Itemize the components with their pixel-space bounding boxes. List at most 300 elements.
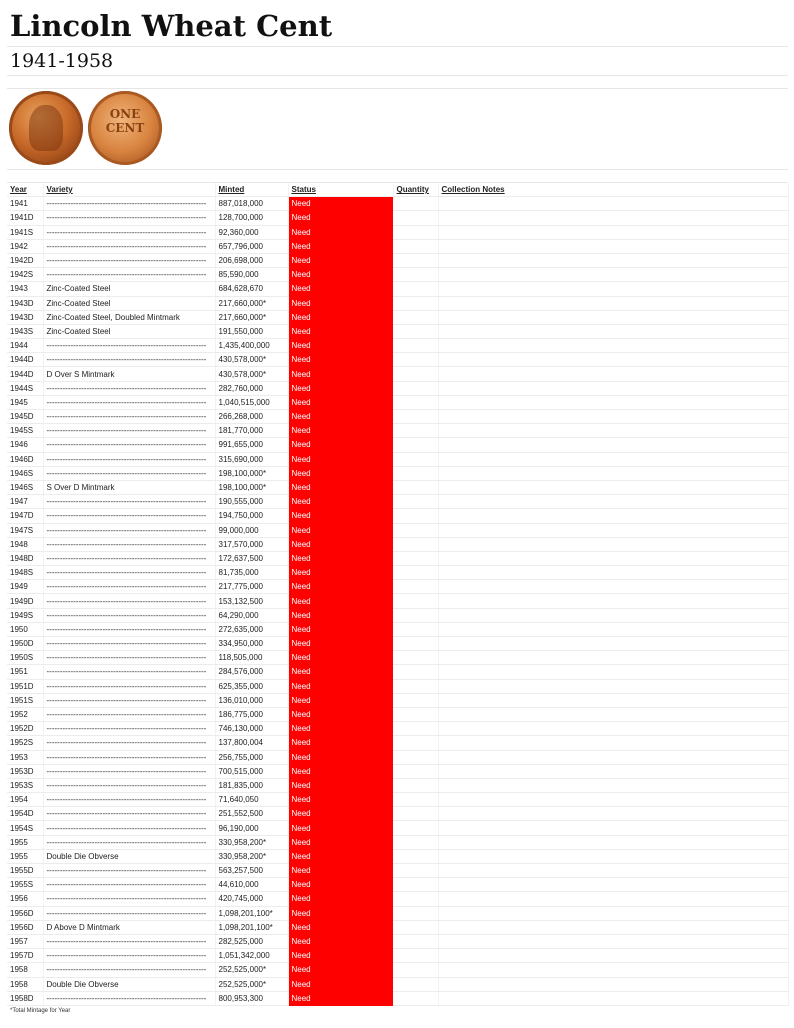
cell-quantity[interactable] xyxy=(393,225,438,239)
cell-variety: ------------------------------------------------------------ xyxy=(43,466,215,480)
cell-notes[interactable] xyxy=(438,778,788,792)
cell-quantity[interactable] xyxy=(393,523,438,537)
cell-year: 1951 xyxy=(7,665,43,679)
cell-quantity[interactable] xyxy=(393,637,438,651)
cell-quantity[interactable] xyxy=(393,197,438,211)
cell-status[interactable]: Need xyxy=(288,835,393,849)
cell-status[interactable]: Need xyxy=(288,608,393,622)
cell-notes[interactable] xyxy=(438,864,788,878)
table-row xyxy=(7,892,788,906)
cell-year: 1953S xyxy=(7,778,43,792)
cell-status[interactable]: Need xyxy=(288,665,393,679)
cell-notes[interactable] xyxy=(438,679,788,693)
cell-status[interactable]: Need xyxy=(288,410,393,424)
cell-status[interactable]: Need xyxy=(288,793,393,807)
cell-notes[interactable] xyxy=(438,367,788,381)
cell-minted: 81,735,000 xyxy=(215,566,288,580)
cell-notes[interactable] xyxy=(438,211,788,225)
cell-status[interactable]: Need xyxy=(288,892,393,906)
cell-status[interactable]: Need xyxy=(288,934,393,948)
cell-variety: ------------------------------------------------------------ xyxy=(43,878,215,892)
cell-status[interactable]: Need xyxy=(288,807,393,821)
cell-quantity[interactable] xyxy=(393,268,438,282)
cell-quantity[interactable] xyxy=(393,977,438,991)
table-row xyxy=(7,197,788,211)
cell-quantity[interactable] xyxy=(393,282,438,296)
cell-quantity[interactable] xyxy=(393,509,438,523)
cell-status[interactable]: Need xyxy=(288,381,393,395)
cell-year: 1943D xyxy=(7,310,43,324)
cell-year: 1958D xyxy=(7,991,43,1005)
cell-minted: 217,660,000* xyxy=(215,296,288,310)
cell-notes[interactable] xyxy=(438,466,788,480)
cell-variety: ------------------------------------------------------------ xyxy=(43,551,215,565)
cell-quantity[interactable] xyxy=(393,339,438,353)
table-row xyxy=(7,637,788,651)
cell-notes[interactable] xyxy=(438,622,788,636)
cell-variety: D Over S Mintmark xyxy=(43,367,215,381)
cell-quantity[interactable] xyxy=(393,211,438,225)
cell-notes[interactable] xyxy=(438,537,788,551)
table-row xyxy=(7,268,788,282)
cell-minted: 746,130,000 xyxy=(215,722,288,736)
cell-status[interactable]: Need xyxy=(288,750,393,764)
cell-quantity[interactable] xyxy=(393,864,438,878)
cell-quantity[interactable] xyxy=(393,651,438,665)
cell-quantity[interactable] xyxy=(393,310,438,324)
cell-status[interactable]: Need xyxy=(288,778,393,792)
cell-quantity[interactable] xyxy=(393,693,438,707)
cell-year: 1941 xyxy=(7,197,43,211)
cell-quantity[interactable] xyxy=(393,821,438,835)
cell-notes[interactable] xyxy=(438,963,788,977)
cell-variety: ------------------------------------------------------------ xyxy=(43,424,215,438)
cell-minted: 282,760,000 xyxy=(215,381,288,395)
cell-status[interactable]: Need xyxy=(288,253,393,267)
cell-minted: 256,755,000 xyxy=(215,750,288,764)
table-row xyxy=(7,991,788,1005)
cell-year: 1949 xyxy=(7,580,43,594)
cell-status[interactable]: Need xyxy=(288,239,393,253)
cell-variety: ------------------------------------------------------------ xyxy=(43,693,215,707)
cell-year: 1949S xyxy=(7,608,43,622)
cell-notes[interactable] xyxy=(438,736,788,750)
cell-notes[interactable] xyxy=(438,395,788,409)
cell-notes[interactable] xyxy=(438,239,788,253)
cell-status[interactable]: Need xyxy=(288,849,393,863)
cell-minted: 251,552,500 xyxy=(215,807,288,821)
cell-variety: Double Die Obverse xyxy=(43,977,215,991)
cell-notes[interactable] xyxy=(438,551,788,565)
cell-notes[interactable] xyxy=(438,495,788,509)
cell-variety: ------------------------------------------------------------ xyxy=(43,523,215,537)
table-row xyxy=(7,722,788,736)
cell-notes[interactable] xyxy=(438,764,788,778)
cell-notes[interactable] xyxy=(438,793,788,807)
cell-year: 1944S xyxy=(7,381,43,395)
cell-quantity[interactable] xyxy=(393,764,438,778)
cell-status[interactable]: Need xyxy=(288,580,393,594)
cell-notes[interactable] xyxy=(438,991,788,1005)
cell-year: 1948 xyxy=(7,537,43,551)
cell-status[interactable]: Need xyxy=(288,225,393,239)
cell-status[interactable]: Need xyxy=(288,452,393,466)
cell-notes[interactable] xyxy=(438,722,788,736)
spacer-row xyxy=(7,76,788,89)
cell-variety: ------------------------------------------------------------ xyxy=(43,807,215,821)
cell-notes[interactable] xyxy=(438,580,788,594)
table-row xyxy=(7,537,788,551)
cell-variety: ------------------------------------------------------------ xyxy=(43,707,215,721)
cell-variety: Zinc-Coated Steel xyxy=(43,324,215,338)
cell-status[interactable]: Need xyxy=(288,878,393,892)
table-row xyxy=(7,707,788,721)
cell-notes[interactable] xyxy=(438,906,788,920)
table-row xyxy=(7,424,788,438)
cell-notes[interactable] xyxy=(438,637,788,651)
cell-notes[interactable] xyxy=(438,310,788,324)
cell-notes[interactable] xyxy=(438,651,788,665)
table-row xyxy=(7,693,788,707)
cell-variety: ------------------------------------------------------------ xyxy=(43,239,215,253)
cell-year: 1942D xyxy=(7,253,43,267)
table-row xyxy=(7,679,788,693)
cell-status[interactable]: Need xyxy=(288,864,393,878)
cell-minted: 334,950,000 xyxy=(215,637,288,651)
cell-quantity[interactable] xyxy=(393,566,438,580)
cell-quantity[interactable] xyxy=(393,750,438,764)
table-row xyxy=(7,665,788,679)
cell-minted: 252,525,000* xyxy=(215,977,288,991)
cell-quantity[interactable] xyxy=(393,679,438,693)
cell-quantity[interactable] xyxy=(393,253,438,267)
cell-variety: ------------------------------------------------------------ xyxy=(43,906,215,920)
cell-quantity[interactable] xyxy=(393,793,438,807)
cell-status[interactable]: Need xyxy=(288,495,393,509)
cell-quantity[interactable] xyxy=(393,906,438,920)
table-row xyxy=(7,651,788,665)
cell-quantity[interactable] xyxy=(393,239,438,253)
cell-status[interactable]: Need xyxy=(288,920,393,934)
cell-status[interactable]: Need xyxy=(288,622,393,636)
table-row xyxy=(7,253,788,267)
cell-minted: 194,750,000 xyxy=(215,509,288,523)
table-row xyxy=(7,353,788,367)
cell-quantity[interactable] xyxy=(393,963,438,977)
cell-status[interactable]: Need xyxy=(288,963,393,977)
cell-year: 1947S xyxy=(7,523,43,537)
cell-variety: ------------------------------------------------------------ xyxy=(43,637,215,651)
cell-notes[interactable] xyxy=(438,509,788,523)
cell-status[interactable]: Need xyxy=(288,637,393,651)
cell-status[interactable]: Need xyxy=(288,722,393,736)
cell-minted: 684,628,670 xyxy=(215,282,288,296)
cell-quantity[interactable] xyxy=(393,480,438,494)
cell-variety: S Over D Mintmark xyxy=(43,480,215,494)
checklist-table xyxy=(7,183,789,1006)
cell-quantity[interactable] xyxy=(393,707,438,721)
cell-year: 1956D xyxy=(7,920,43,934)
cell-quantity[interactable] xyxy=(393,381,438,395)
cell-status[interactable]: Need xyxy=(288,977,393,991)
cell-notes[interactable] xyxy=(438,324,788,338)
cell-variety: ------------------------------------------------------------ xyxy=(43,778,215,792)
cell-status[interactable]: Need xyxy=(288,949,393,963)
table-header-row xyxy=(7,183,788,197)
cell-quantity[interactable] xyxy=(393,410,438,424)
cell-notes[interactable] xyxy=(438,282,788,296)
cell-status[interactable]: Need xyxy=(288,438,393,452)
cell-notes[interactable] xyxy=(438,225,788,239)
table-row xyxy=(7,395,788,409)
table-row xyxy=(7,239,788,253)
cell-minted: 217,660,000* xyxy=(215,310,288,324)
col-header-year: Year xyxy=(7,183,43,197)
cell-variety: ------------------------------------------------------------ xyxy=(43,395,215,409)
cell-quantity[interactable] xyxy=(393,991,438,1005)
cell-notes[interactable] xyxy=(438,807,788,821)
cell-variety: D Above D Mintmark xyxy=(43,920,215,934)
cell-status[interactable]: Need xyxy=(288,424,393,438)
cell-notes[interactable] xyxy=(438,381,788,395)
table-row xyxy=(7,310,788,324)
cell-status[interactable]: Need xyxy=(288,991,393,1005)
cell-quantity[interactable] xyxy=(393,849,438,863)
cell-minted: 118,505,000 xyxy=(215,651,288,665)
cell-quantity[interactable] xyxy=(393,395,438,409)
table-row xyxy=(7,466,788,480)
cell-status[interactable]: Need xyxy=(288,367,393,381)
table-row xyxy=(7,963,788,977)
cell-quantity[interactable] xyxy=(393,438,438,452)
cell-quantity[interactable] xyxy=(393,722,438,736)
cell-notes[interactable] xyxy=(438,253,788,267)
cell-status[interactable]: Need xyxy=(288,551,393,565)
cell-notes[interactable] xyxy=(438,665,788,679)
cell-variety: ------------------------------------------------------------ xyxy=(43,608,215,622)
cell-status[interactable]: Need xyxy=(288,324,393,338)
cell-notes[interactable] xyxy=(438,438,788,452)
cell-status[interactable]: Need xyxy=(288,466,393,480)
cell-minted: 252,525,000* xyxy=(215,963,288,977)
cell-variety: ------------------------------------------------------------ xyxy=(43,722,215,736)
cell-notes[interactable] xyxy=(438,339,788,353)
cell-quantity[interactable] xyxy=(393,920,438,934)
cell-quantity[interactable] xyxy=(393,665,438,679)
cell-quantity[interactable] xyxy=(393,551,438,565)
cell-notes[interactable] xyxy=(438,268,788,282)
cell-notes[interactable] xyxy=(438,594,788,608)
cell-quantity[interactable] xyxy=(393,778,438,792)
table-row xyxy=(7,977,788,991)
cell-minted: 181,835,000 xyxy=(215,778,288,792)
cell-quantity[interactable] xyxy=(393,807,438,821)
cell-year: 1952 xyxy=(7,707,43,721)
cell-notes[interactable] xyxy=(438,608,788,622)
cell-notes[interactable] xyxy=(438,523,788,537)
cell-status[interactable]: Need xyxy=(288,651,393,665)
table-row xyxy=(7,566,788,580)
cell-minted: 657,796,000 xyxy=(215,239,288,253)
cell-status[interactable]: Need xyxy=(288,339,393,353)
cell-year: 1946S xyxy=(7,466,43,480)
cell-notes[interactable] xyxy=(438,693,788,707)
cell-status[interactable]: Need xyxy=(288,679,393,693)
cell-quantity[interactable] xyxy=(393,324,438,338)
cell-quantity[interactable] xyxy=(393,537,438,551)
cell-status[interactable]: Need xyxy=(288,707,393,721)
cell-minted: 1,098,201,100* xyxy=(215,920,288,934)
cell-year: 1950 xyxy=(7,622,43,636)
cell-status[interactable]: Need xyxy=(288,480,393,494)
cell-quantity[interactable] xyxy=(393,580,438,594)
cell-quantity[interactable] xyxy=(393,466,438,480)
cell-quantity[interactable] xyxy=(393,452,438,466)
cell-status[interactable]: Need xyxy=(288,268,393,282)
cell-quantity[interactable] xyxy=(393,594,438,608)
cell-quantity[interactable] xyxy=(393,296,438,310)
table-row xyxy=(7,949,788,963)
cell-variety: ------------------------------------------------------------ xyxy=(43,991,215,1005)
cell-status[interactable]: Need xyxy=(288,764,393,778)
cell-notes[interactable] xyxy=(438,835,788,849)
cell-minted: 272,635,000 xyxy=(215,622,288,636)
cell-minted: 71,640,050 xyxy=(215,793,288,807)
table-row xyxy=(7,282,788,296)
cell-status[interactable]: Need xyxy=(288,211,393,225)
cell-year: 1947 xyxy=(7,495,43,509)
cell-variety: Zinc-Coated Steel xyxy=(43,282,215,296)
cell-notes[interactable] xyxy=(438,892,788,906)
cell-status[interactable]: Need xyxy=(288,509,393,523)
cell-notes[interactable] xyxy=(438,296,788,310)
cell-status[interactable]: Need xyxy=(288,906,393,920)
cell-quantity[interactable] xyxy=(393,934,438,948)
cell-notes[interactable] xyxy=(438,480,788,494)
cell-notes[interactable] xyxy=(438,934,788,948)
cell-notes[interactable] xyxy=(438,920,788,934)
cell-notes[interactable] xyxy=(438,410,788,424)
cell-quantity[interactable] xyxy=(393,495,438,509)
cell-minted: 64,290,000 xyxy=(215,608,288,622)
cell-variety: ------------------------------------------------------------ xyxy=(43,197,215,211)
cell-minted: 625,355,000 xyxy=(215,679,288,693)
cell-year: 1945 xyxy=(7,395,43,409)
cell-variety: ------------------------------------------------------------ xyxy=(43,438,215,452)
cell-notes[interactable] xyxy=(438,949,788,963)
cell-minted: 282,525,000 xyxy=(215,934,288,948)
cell-year: 1947D xyxy=(7,509,43,523)
cell-notes[interactable] xyxy=(438,197,788,211)
table-row xyxy=(7,225,788,239)
cell-year: 1941S xyxy=(7,225,43,239)
cell-status[interactable]: Need xyxy=(288,395,393,409)
cell-status[interactable]: Need xyxy=(288,537,393,551)
cell-notes[interactable] xyxy=(438,821,788,835)
cell-variety: ------------------------------------------------------------ xyxy=(43,537,215,551)
cell-quantity[interactable] xyxy=(393,353,438,367)
table-row xyxy=(7,934,788,948)
cell-variety: ------------------------------------------------------------ xyxy=(43,764,215,778)
table-row xyxy=(7,750,788,764)
table-row xyxy=(7,849,788,863)
cell-status[interactable]: Need xyxy=(288,282,393,296)
cell-minted: 266,268,000 xyxy=(215,410,288,424)
cell-notes[interactable] xyxy=(438,750,788,764)
table-row xyxy=(7,864,788,878)
table-row xyxy=(7,480,788,494)
cell-notes[interactable] xyxy=(438,849,788,863)
cell-notes[interactable] xyxy=(438,353,788,367)
cell-minted: 92,360,000 xyxy=(215,225,288,239)
table-row xyxy=(7,608,788,622)
cell-minted: 800,953,300 xyxy=(215,991,288,1005)
cell-status[interactable]: Need xyxy=(288,296,393,310)
cell-year: 1946S xyxy=(7,480,43,494)
reverse-text-one: ONE xyxy=(109,107,141,121)
cell-notes[interactable] xyxy=(438,977,788,991)
cell-quantity[interactable] xyxy=(393,892,438,906)
cell-quantity[interactable] xyxy=(393,424,438,438)
cell-year: 1943S xyxy=(7,324,43,338)
cell-notes[interactable] xyxy=(438,424,788,438)
cell-year: 1941D xyxy=(7,211,43,225)
cell-status[interactable]: Need xyxy=(288,523,393,537)
table-row xyxy=(7,920,788,934)
cell-minted: 186,775,000 xyxy=(215,707,288,721)
table-row xyxy=(7,778,788,792)
cell-variety: ------------------------------------------------------------ xyxy=(43,566,215,580)
cell-variety: ------------------------------------------------------------ xyxy=(43,793,215,807)
table-row xyxy=(7,622,788,636)
cell-minted: 330,958,200* xyxy=(215,849,288,863)
cell-year: 1954S xyxy=(7,821,43,835)
cell-variety: ------------------------------------------------------------ xyxy=(43,268,215,282)
col-header-status: Status xyxy=(288,183,393,197)
cell-status[interactable]: Need xyxy=(288,353,393,367)
cell-year: 1956D xyxy=(7,906,43,920)
cell-quantity[interactable] xyxy=(393,736,438,750)
cell-status[interactable]: Need xyxy=(288,310,393,324)
cell-notes[interactable] xyxy=(438,707,788,721)
cell-status[interactable]: Need xyxy=(288,821,393,835)
cell-minted: 1,051,342,000 xyxy=(215,949,288,963)
cell-minted: 1,040,515,000 xyxy=(215,395,288,409)
cell-quantity[interactable] xyxy=(393,622,438,636)
cell-year: 1958 xyxy=(7,963,43,977)
cell-status[interactable]: Need xyxy=(288,594,393,608)
cell-notes[interactable] xyxy=(438,566,788,580)
cell-quantity[interactable] xyxy=(393,367,438,381)
cell-quantity[interactable] xyxy=(393,949,438,963)
cell-quantity[interactable] xyxy=(393,835,438,849)
cell-status[interactable]: Need xyxy=(288,566,393,580)
cell-minted: 172,637,500 xyxy=(215,551,288,565)
cell-minted: 217,775,000 xyxy=(215,580,288,594)
cell-notes[interactable] xyxy=(438,878,788,892)
table-row xyxy=(7,523,788,537)
cell-year: 1955D xyxy=(7,864,43,878)
table-row xyxy=(7,509,788,523)
cell-status[interactable]: Need xyxy=(288,197,393,211)
wheat-reverse-image xyxy=(88,91,162,165)
cell-notes[interactable] xyxy=(438,452,788,466)
cell-status[interactable]: Need xyxy=(288,736,393,750)
cell-quantity[interactable] xyxy=(393,878,438,892)
cell-status[interactable]: Need xyxy=(288,693,393,707)
cell-quantity[interactable] xyxy=(393,608,438,622)
cell-minted: 430,578,000* xyxy=(215,367,288,381)
